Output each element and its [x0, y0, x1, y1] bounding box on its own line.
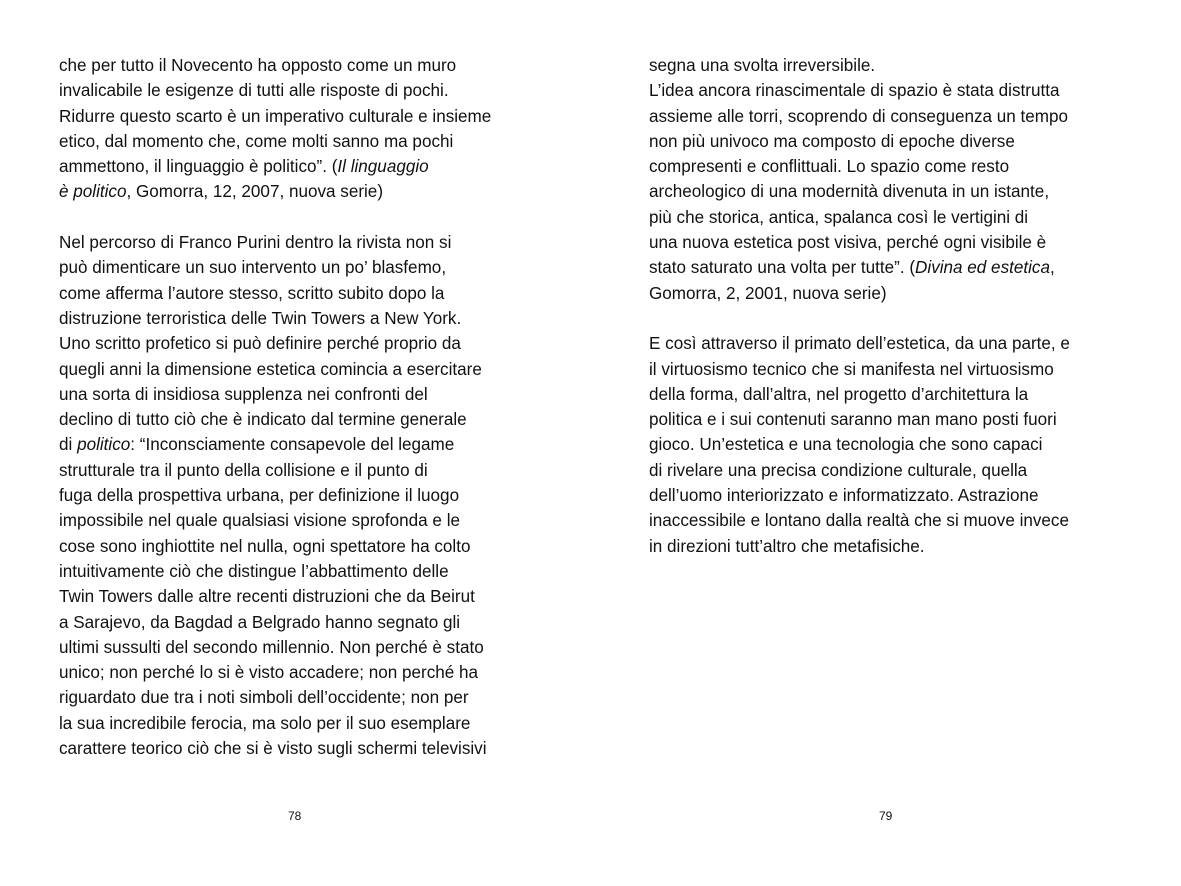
text-segment: gioco. Un’estetica e una tecnologia che sono capaci	[649, 435, 1043, 455]
text-line	[649, 53, 1127, 78]
text-segment: unico; non perché lo si è visto accadere; non perché ha	[59, 663, 479, 683]
text-segment: politica e i sui contenuti saranno man mano posti fuori	[649, 410, 1057, 430]
text-segment: una sorta di insidiosa supplenza nei confronti del	[59, 384, 428, 404]
text-segment: assieme alle torri, scoprendo di conseguenza un tempo	[649, 106, 1069, 126]
text-line	[59, 331, 537, 356]
text-segment: dell’uomo interiorizzato e informatizzato. Astrazione	[649, 486, 1039, 506]
text-segment: E così attraverso il primato dell’estetica, da una parte, e	[649, 334, 1070, 354]
text-segment: : “Inconsciamente consapevole del legame	[130, 435, 455, 455]
italic-title-segment: è politico	[59, 182, 127, 202]
text-segment: la sua incredibile ferocia, ma solo per il suo esemplare	[59, 713, 471, 733]
text-line	[649, 179, 1127, 204]
text-line	[59, 129, 537, 154]
paragraph	[649, 53, 1127, 306]
text-segment: una nuova estetica post visiva, perché ogni visibile è	[649, 233, 1047, 253]
text-segment: strutturale tra il punto della collisione e il punto di	[59, 460, 428, 480]
text-line	[59, 508, 537, 533]
text-segment: etico, dal momento che, come molti sanno ma pochi	[59, 131, 454, 151]
paragraph	[649, 331, 1127, 559]
text-line	[59, 635, 537, 660]
text-line	[59, 584, 537, 609]
text-line	[649, 407, 1127, 432]
text-segment: stato saturato una volta per tutte”. (	[649, 258, 916, 278]
text-line	[649, 508, 1127, 533]
text-segment: Twin Towers dalle altre recenti distruzioni che da Beirut	[59, 587, 475, 607]
left-page-text	[59, 53, 537, 761]
text-line	[59, 610, 537, 635]
text-segment: carattere teorico ciò che si è visto sugli schermi televisivi	[59, 739, 487, 759]
text-line	[59, 685, 537, 710]
text-segment: non più univoco ma composto di epoche diverse	[649, 131, 1015, 151]
text-segment: compresenti e conflittuali. Lo spazio come resto	[649, 157, 1010, 177]
text-line	[649, 154, 1127, 179]
text-line	[649, 382, 1127, 407]
text-segment: come afferma l’autore stesso, scritto subito dopo la	[59, 283, 445, 303]
text-segment: ,	[1049, 258, 1055, 278]
text-segment: può dimenticare un suo intervento un po’ blasfemo,	[59, 258, 447, 278]
text-line	[649, 357, 1127, 382]
text-line	[649, 255, 1127, 280]
text-line	[649, 534, 1127, 559]
text-line	[59, 230, 537, 255]
text-line	[59, 432, 537, 457]
text-line	[59, 255, 537, 280]
text-segment: , Gomorra, 12, 2007, nuova serie)	[126, 182, 384, 202]
text-segment: Gomorra, 2, 2001, nuova serie)	[649, 283, 887, 303]
text-segment: Nel percorso di Franco Purini dentro la rivista non si	[59, 233, 452, 253]
page-number: 78	[288, 809, 302, 823]
text-line	[59, 711, 537, 736]
text-line	[59, 357, 537, 382]
text-line	[649, 281, 1127, 306]
text-segment: archeologico di una modernità divenuta in un istante,	[649, 182, 1050, 202]
paragraph	[59, 53, 537, 205]
text-segment: impossibile nel quale qualsiasi visione sprofonda e le	[59, 511, 460, 531]
text-segment: Uno scritto profetico si può definire perché proprio da	[59, 334, 461, 354]
text-line	[649, 432, 1127, 457]
right-page	[590, 0, 1180, 886]
text-segment: di	[59, 435, 78, 455]
text-segment: fuga della prospettiva urbana, per definizione il luogo	[59, 486, 460, 506]
text-line	[649, 104, 1127, 129]
text-segment: L’idea ancora rinascimentale di spazio è stata distrutta	[649, 81, 1060, 101]
text-line	[649, 78, 1127, 103]
paragraph	[59, 230, 537, 761]
text-line	[59, 483, 537, 508]
text-line	[649, 458, 1127, 483]
text-line	[59, 736, 537, 761]
text-segment: intuitivamente ciò che distingue l’abbattimento delle	[59, 561, 449, 581]
text-line	[649, 205, 1127, 230]
text-segment: invalicabile le esigenze di tutti alle risposte di pochi.	[59, 81, 449, 101]
text-line	[59, 104, 537, 129]
text-line	[59, 559, 537, 584]
text-segment: ultimi sussulti del secondo millennio. Non perché è stato	[59, 637, 484, 657]
italic-title-segment: politico	[77, 435, 131, 455]
text-segment: inaccessibile e lontano dalla realtà che si muove invece	[649, 511, 1069, 531]
page-number: 79	[879, 809, 893, 823]
text-line	[59, 179, 537, 204]
text-segment: più che storica, antica, spalanca così le vertigini di	[649, 207, 1029, 227]
text-line	[59, 53, 537, 78]
text-line	[59, 660, 537, 685]
text-segment: declino di tutto ciò che è indicato dal termine generale	[59, 410, 467, 430]
text-segment: di rivelare una precisa condizione culturale, quella	[649, 460, 1028, 480]
text-segment: Ridurre questo scarto è un imperativo culturale e insieme	[59, 106, 492, 126]
text-segment: segna una svolta irreversibile.	[649, 56, 876, 75]
text-line	[59, 154, 537, 179]
text-line	[59, 306, 537, 331]
text-segment: che per tutto il Novecento ha opposto come un muro	[59, 56, 457, 75]
left-page	[0, 0, 590, 886]
text-segment: in direzioni tutt’altro che metafisiche.	[649, 536, 925, 556]
text-segment: quegli anni la dimensione estetica comincia a esercitare	[59, 359, 482, 379]
text-line	[649, 129, 1127, 154]
text-segment: distruzione terroristica delle Twin Towers a New York.	[59, 308, 462, 328]
paragraph-gap	[59, 205, 537, 230]
text-segment: riguardato due tra i noti simboli dell’occidente; non per	[59, 688, 469, 708]
text-line	[649, 483, 1127, 508]
text-line	[59, 407, 537, 432]
paragraph-gap	[649, 306, 1127, 331]
italic-title-segment: Divina ed estetica	[915, 258, 1050, 278]
text-segment: a Sarajevo, da Bagdad a Belgrado hanno segnato gli	[59, 612, 461, 632]
text-segment: cose sono inghiottite nel nulla, ogni spettatore ha colto	[59, 536, 471, 556]
text-line	[649, 331, 1127, 356]
text-line	[59, 281, 537, 306]
text-segment: ammettono, il linguaggio è politico”. (	[59, 157, 338, 177]
italic-title-segment: Il linguaggio	[337, 157, 429, 177]
right-page-text	[649, 53, 1127, 559]
text-segment: della forma, dall’altra, nel progetto d’architettura la	[649, 384, 1029, 404]
text-line	[649, 230, 1127, 255]
text-line	[59, 78, 537, 103]
text-line	[59, 382, 537, 407]
text-segment: il virtuosismo tecnico che si manifesta nel virtuosismo	[649, 359, 1054, 379]
text-line	[59, 458, 537, 483]
text-line	[59, 534, 537, 559]
